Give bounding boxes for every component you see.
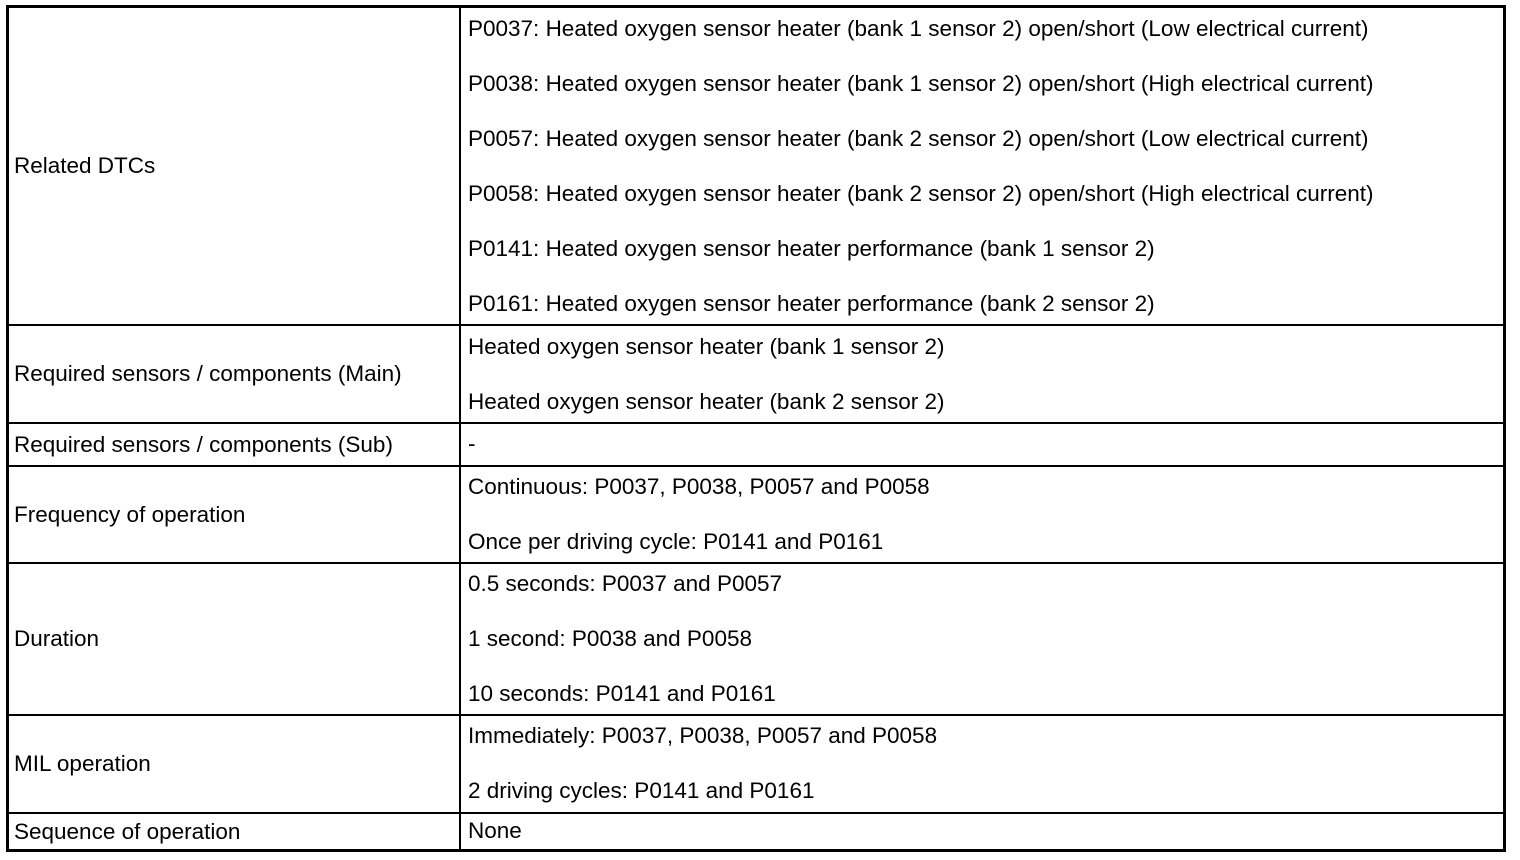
- dtc-summary-table: [6, 5, 1506, 852]
- value-line: P0161: Heated oxygen sensor heater performance (bank 2 sensor 2): [468, 291, 1155, 316]
- row-value: [461, 8, 1503, 324]
- table-row-mil-operation: [9, 714, 1503, 812]
- row-label: Frequency of operation: [9, 467, 461, 562]
- row-label: Sequence of operation: [9, 814, 461, 849]
- table-row-required-main: [9, 324, 1503, 422]
- value-line: Once per driving cycle: P0141 and P0161: [468, 529, 884, 554]
- value-line: P0141: Heated oxygen sensor heater performance (bank 1 sensor 2): [468, 236, 1155, 261]
- value-line: Heated oxygen sensor heater (bank 1 sensor 2): [468, 334, 945, 359]
- row-value: [461, 716, 1503, 812]
- value-line: P0057: Heated oxygen sensor heater (bank 2 sensor 2) open/short (Low electrical current): [468, 126, 1369, 151]
- row-value: [461, 467, 1503, 562]
- row-value: [461, 564, 1503, 714]
- value-line: P0037: Heated oxygen sensor heater (bank 1 sensor 2) open/short (Low electrical current): [468, 16, 1369, 41]
- value-line: None: [468, 818, 522, 843]
- table-row-required-sub: [9, 422, 1503, 465]
- row-value: [461, 326, 1503, 422]
- value-line: Heated oxygen sensor heater (bank 2 sensor 2): [468, 389, 945, 414]
- row-label: Duration: [9, 564, 461, 714]
- value-line: 2 driving cycles: P0141 and P0161: [468, 778, 815, 803]
- row-value: [461, 814, 1503, 849]
- value-line: -: [468, 431, 476, 456]
- value-line: 0.5 seconds: P0037 and P0057: [468, 571, 783, 596]
- row-label: Related DTCs: [9, 8, 461, 324]
- value-line: Immediately: P0037, P0038, P0057 and P0058: [468, 723, 938, 748]
- value-line: P0038: Heated oxygen sensor heater (bank 1 sensor 2) open/short (High electrical current): [468, 71, 1374, 96]
- value-line: P0058: Heated oxygen sensor heater (bank 2 sensor 2) open/short (High electrical current): [468, 181, 1374, 206]
- row-value: [461, 424, 1503, 465]
- value-line: Continuous: P0037, P0038, P0057 and P0058: [468, 474, 930, 499]
- table-row-sequence: [9, 812, 1503, 849]
- row-label: Required sensors / components (Sub): [9, 424, 461, 465]
- row-label: MIL operation: [9, 716, 461, 812]
- value-line: 10 seconds: P0141 and P0161: [468, 681, 776, 706]
- table-row-duration: [9, 562, 1503, 714]
- table-row-frequency: [9, 465, 1503, 562]
- row-label: Required sensors / components (Main): [9, 326, 461, 422]
- table-row-related-dtcs: [9, 8, 1503, 324]
- value-line: 1 second: P0038 and P0058: [468, 626, 752, 651]
